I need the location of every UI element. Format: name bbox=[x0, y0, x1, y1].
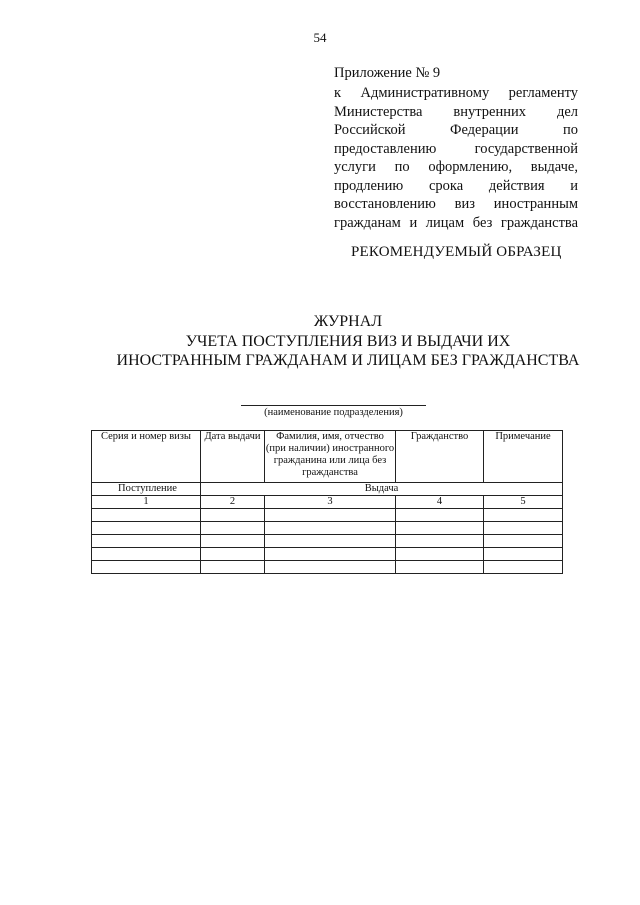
appendix-line: продлению срока действия и bbox=[334, 177, 578, 194]
table-cell bbox=[484, 522, 563, 535]
table-cell bbox=[201, 509, 265, 522]
appendix-heading: Приложение № 9 bbox=[334, 65, 441, 81]
table-cell bbox=[265, 509, 396, 522]
table-cell bbox=[265, 548, 396, 561]
subdivision-label: (наименование подразделения) bbox=[264, 407, 403, 418]
appendix-description bbox=[334, 84, 578, 232]
subdivision-underline bbox=[241, 405, 426, 406]
table-cell bbox=[201, 561, 265, 574]
table-cell bbox=[265, 535, 396, 548]
table-body bbox=[92, 509, 563, 574]
column-number: 4 bbox=[396, 496, 484, 509]
table-cell bbox=[92, 522, 201, 535]
table-cell bbox=[396, 535, 484, 548]
title-line: ИНОСТРАННЫМ ГРАЖДАНАМ И ЛИЦАМ БЕЗ ГРАЖДАНСТВА bbox=[116, 352, 580, 369]
table-cell bbox=[484, 509, 563, 522]
appendix-line: Российской Федерации по bbox=[334, 122, 578, 138]
table-header-row bbox=[92, 431, 563, 483]
page-number: 54 bbox=[313, 30, 327, 45]
table-cell bbox=[265, 561, 396, 574]
table-row bbox=[92, 522, 563, 535]
column-header: Фамилия, имя, отчество (при наличии) иностранного гражданина или лица без гражданства bbox=[265, 431, 396, 483]
table-row bbox=[92, 561, 563, 574]
table-cell bbox=[484, 548, 563, 561]
table-cell bbox=[92, 561, 201, 574]
column-header: Гражданство bbox=[396, 431, 484, 483]
title-line: УЧЕТА ПОСТУПЛЕНИЯ ВИЗ И ВЫДАЧИ ИХ bbox=[185, 332, 511, 350]
table-cell bbox=[396, 561, 484, 574]
appendix-line: к Административному регламенту bbox=[334, 85, 578, 101]
appendix-line: Министерства внутренних дел bbox=[334, 103, 578, 120]
table-row bbox=[92, 509, 563, 522]
appendix-line: услуги по оформлению, выдаче, bbox=[334, 159, 578, 175]
table-number-row bbox=[92, 496, 563, 509]
appendix-line: восстановлению виз иностранным bbox=[334, 196, 578, 212]
column-number: 3 bbox=[265, 496, 396, 509]
column-number: 5 bbox=[484, 496, 563, 509]
table-group-row bbox=[92, 483, 563, 496]
table-cell bbox=[201, 522, 265, 535]
table-cell bbox=[92, 548, 201, 561]
table-cell bbox=[92, 535, 201, 548]
table-cell bbox=[92, 509, 201, 522]
table-row bbox=[92, 535, 563, 548]
table-cell bbox=[396, 509, 484, 522]
journal-title bbox=[0, 312, 640, 371]
table-cell bbox=[265, 522, 396, 535]
journal-table bbox=[91, 430, 563, 574]
column-number: 1 bbox=[92, 496, 201, 509]
title-line: ЖУРНАЛ bbox=[313, 313, 383, 330]
group-receipt: Поступление bbox=[92, 483, 201, 496]
table-row bbox=[92, 548, 563, 561]
column-header: Примечание bbox=[484, 431, 563, 483]
column-header: Дата выдачи bbox=[201, 431, 265, 483]
appendix-line: предоставлению государственной bbox=[334, 140, 578, 157]
table-cell bbox=[201, 548, 265, 561]
sample-label: РЕКОМЕНДУЕМЫЙ ОБРАЗЕЦ bbox=[351, 244, 562, 260]
table-cell bbox=[201, 535, 265, 548]
table-cell bbox=[396, 522, 484, 535]
table-cell bbox=[484, 535, 563, 548]
appendix-line: гражданам и лицам без гражданства bbox=[334, 214, 578, 231]
group-issue: Выдача bbox=[201, 483, 563, 496]
column-header: Серия и номер визы bbox=[92, 431, 201, 483]
table-cell bbox=[484, 561, 563, 574]
table-cell bbox=[396, 548, 484, 561]
column-number: 2 bbox=[201, 496, 265, 509]
